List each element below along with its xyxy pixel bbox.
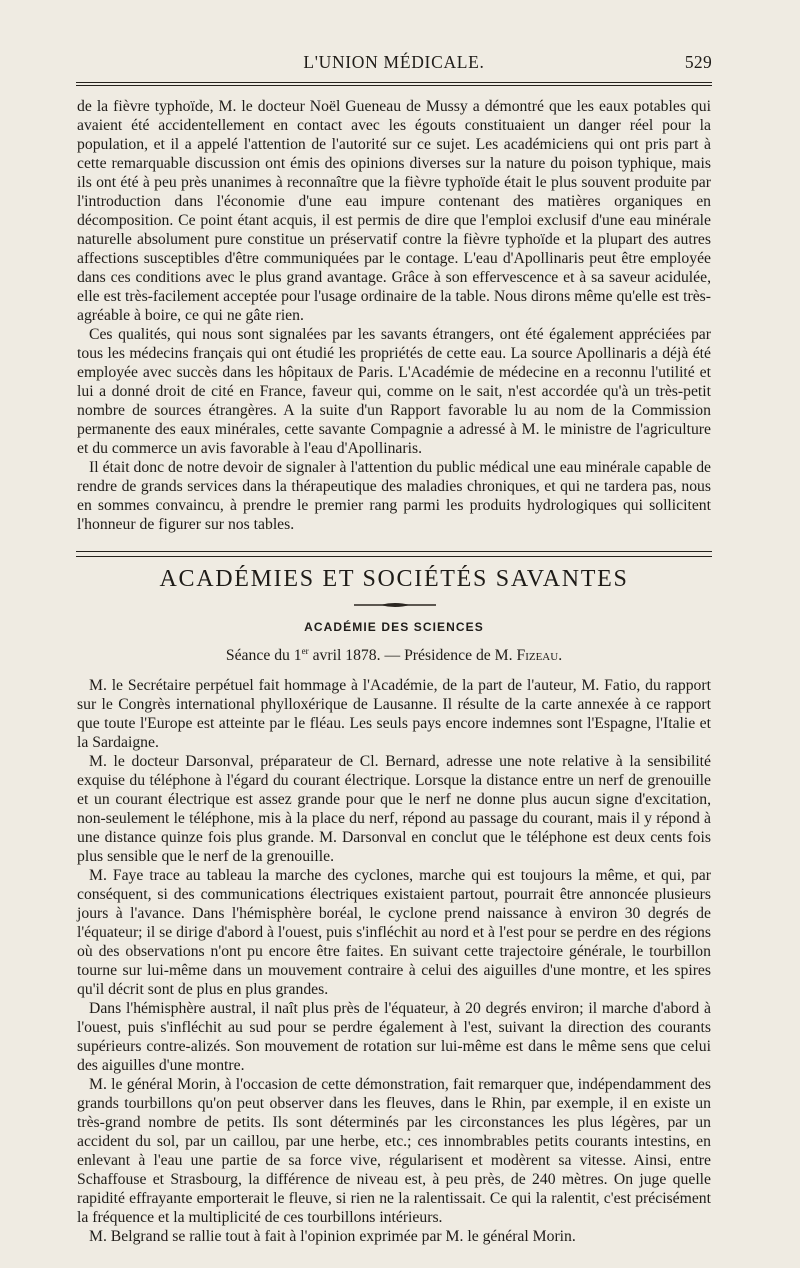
page-header [76, 50, 712, 78]
running-title: L'UNION MÉDICALE. [303, 52, 485, 72]
paragraph-conclusion: Il était donc de notre devoir de signaler à l'attention du public médical une eau minérale capable de rendre de grands services dans la thérapeutique des maladies chroniques, et qui ne tardera pas, nous en sommes convaincu, à prendre le premier rang parmi les produits hydrologiques qui sollicitent l'honneur de figurer sur nos tables. [77, 459, 711, 533]
paragraph-belgrand: M. Belgrand se rallie tout à fait à l'opinion exprimée par M. le général Morin. [89, 1228, 576, 1245]
ornament-rule [350, 601, 440, 609]
session-prefix: Séance du 1 [225, 647, 302, 665]
article-continuation [77, 97, 711, 534]
paragraph-apollinaris: Ces qualités, qui nous sont signalées par les savants étrangers, ont été également appréciées par tous les médecins français qui ont étudié les propriétés de cette eau. La source Apollinaris a déjà été employée avec succès dans les hôpitaux de Paris. L'Académie de médecine en a reconnu l'utilité et lui a donné droit de cité en France, faveur qui, comme on le sait, n'est accordée qu'à un très-petit nombre de sources étrangères. A la suite d'un Rapport favorable lu au nom de la Commission permanente des eaux minérales, cette savante Compagnie a adressé à M. le ministre de l'agriculture et du commerce un avis favorable à l'eau d'Apollinaris. [77, 326, 711, 457]
session-middle: avril 1878. — Présidence de M. [308, 647, 517, 665]
paragraph-faye: M. Faye trace au tableau la marche des cyclones, marche qui est toujours la même, et qui, par conséquent, si des communications électriques existaient partout, pourrait être annoncée plusieurs jours à l'avance. Dans l'hémisphère boréal, le cyclone prend naissance à environ 30 degrés de l'équateur; il se dirige d'abord à l'ouest, puis s'infléchit au nord et à l'est pour se perdre en des régions où des observations n'ont pu encore être faites. En suivant cette trajectoire générale, le tourbillon tourne sur lui-même dans un mouvement contraire à celui des aiguilles d'une montre, et les spires qu'il décrit sont de plus en plus grandes. [77, 867, 711, 998]
academy-report [77, 676, 711, 1246]
paragraph-secretary: M. le Secrétaire perpétuel fait hommage à l'Académie, de la part de l'auteur, M. Fatio, du rapport sur le Congrès international phylloxérique de Lausanne. Il résulte de la carte annexée à ce rapport que toute l'Europe est atteinte par le fléau. Les seuls pays encore indemnes sont l'Espagne, l'Italie et la Sardaigne. [77, 677, 711, 751]
session-line [76, 646, 712, 665]
header-rule [76, 82, 712, 86]
session-end: . [558, 647, 563, 665]
paragraph-southern-hemisphere: Dans l'hémisphère austral, il naît plus près de l'équateur, à 20 degrés environ; il marche d'abord à l'ouest, puis s'infléchit au sud pour se perdre également à l'est, suivant la direction des courants supérieurs contre-alizés. Son mouvement de rotation sur lui-même est dans le même sens que celui des aiguilles d'une montre. [77, 1000, 711, 1074]
session-ordinal: er [301, 646, 309, 656]
academy-heading: ACADÉMIE DES SCIENCES [304, 620, 484, 634]
paragraph-typhoid: de la fièvre typhoïde, M. le docteur Noël Gueneau de Mussy a démontré que les eaux potables qui avaient été accidentellement en contact avec les égouts constituaient un danger réel pour la population, et il a appelé l'attention de l'autorité sur ce sujet. Les académiciens qui ont pris part à cette remarquable discussion ont émis des opinions diverses sur la nature du poison typhique, mais ils ont été à peu près unanimes à reconnaître que la fièvre typhoïde était le plus souvent produite par l'introduction dans l'économie d'une eau impure contenant des matières organiques en décomposition. Ce point étant acquis, il est permis de dire que l'emploi exclusif d'une eau minérale naturelle absolument pure constitue un préservatif contre la fièvre typhoïde et la plupart des autres affections susceptibles d'être communiquées par le contage. L'eau d'Apollinaris peut être employée dans ces conditions avec le plus grand avantage. Grâce à son effervescence et à sa saveur acidulée, elle est très-facilement acceptée pour l'usage ordinaire de la table. Nous dirons même qu'elle est très-agréable à boire, ce qui ne gâte rien. [77, 98, 711, 324]
paragraph-darsonval: M. le docteur Darsonval, préparateur de Cl. Bernard, adresse une note relative à la sensibilité exquise du téléphone à l'égard du courant électrique. Lorsque la distance entre un nerf de grenouille et un courant électrique est assez grande pour que le nerf ne donne plus aucun signe d'excitation, non-seulement le téléphone, mis à la place du nerf, répond au passage du courant, mais il y répond à une distance quinze fois plus grande. M. Darsonval en conclut que le téléphone est deux cents fois plus sensible que le nerf de la grenouille. [77, 753, 711, 865]
session-president: Fizeau [516, 647, 559, 665]
section-divider [76, 551, 712, 557]
paragraph-morin: M. le général Morin, à l'occasion de cette démonstration, fait remarquer que, indépendamment des grands tourbillons qu'on peut observer dans les fleuves, dans le Rhin, par exemple, il en existe un très-grand nombre de petits. Ils sont déterminés par les circonstances les plus légères, par un accident du sol, par un caillou, par une herbe, etc.; ces innombrables petits courants intestins, en enlevant à l'eau une partie de sa force vive, régularisent et modèrent sa vitesse. Ainsi, entre Schaffouse et Strasbourg, la différence de niveau est, à peu près, de 240 mètres. On juge quelle rapidité effrayante emporterait le fleuve, si rien ne la ralentissait. Ce qui la ralentit, c'est précisément la fréquence et la multiplicité de ces tourbillons intérieurs. [77, 1076, 711, 1226]
page-number: 529 [684, 52, 712, 72]
section-title: ACADÉMIES ET SOCIÉTÉS SAVANTES [159, 566, 629, 592]
